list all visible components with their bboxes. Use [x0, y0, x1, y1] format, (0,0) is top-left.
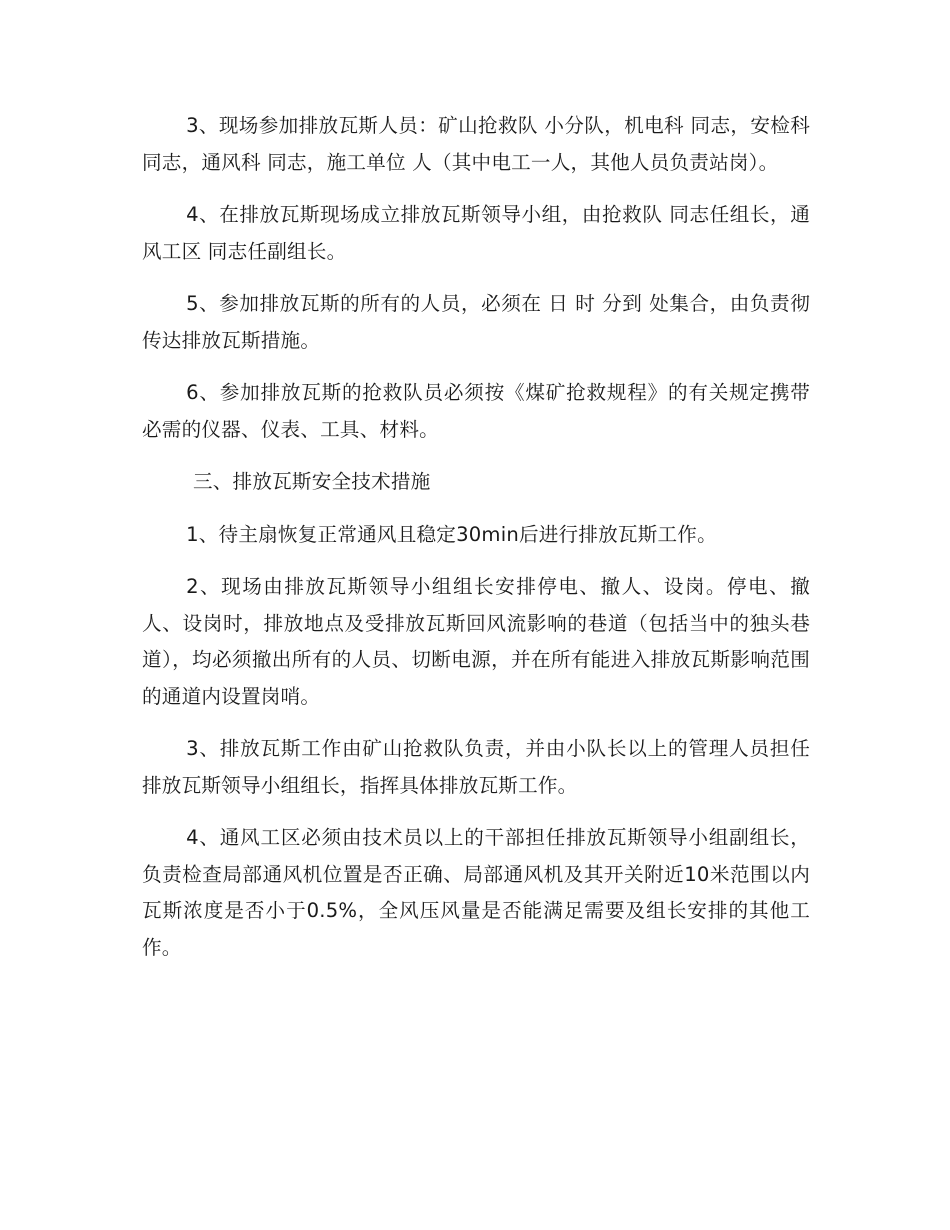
measure-2-power-cut: 2、现场由排放瓦斯领导小组组长安排停电、撤人、设岗。停电、撤人、设岗时，排放地点及受排放瓦斯回风流影响的巷道（包括当中的独头巷道），均必须撤出所有的人员、切断电源，并在所有能进入排放瓦斯影响范围的通道内设置岗哨。 — [142, 575, 810, 708]
paragraph-4-leadership-group: 4、在排放瓦斯现场成立排放瓦斯领导小组，由抢救队 同志任组长，通风工区 同志任副组长。 — [142, 203, 810, 263]
section-heading: 三、排放瓦斯安全技术措施 — [192, 470, 431, 493]
paragraph-6-equipment: 6、参加排放瓦斯的抢救队员必须按《煤矿抢救规程》的有关规定携带必需的仪器、仪表、工具、材料。 — [142, 381, 810, 441]
document-page — [142, 108, 810, 982]
measure-3-rescue-team: 3、排放瓦斯工作由矿山抢救队负责，并由小队长以上的管理人员担任排放瓦斯领导小组组长，指挥具体排放瓦斯工作。 — [142, 737, 810, 797]
paragraph-5-assembly: 5、参加排放瓦斯的所有的人员，必须在 日 时 分到 处集合，由负责彻传达排放瓦斯措施。 — [142, 292, 810, 352]
measure-4-ventilation-area: 4、通风工区必须由技术员以上的干部担任排放瓦斯领导小组副组长，负责检查局部通风机位置是否正确、局部通风机及其开关附近10米范围以内瓦斯浓度是否小于0.5%，全风压风量是否能满足需要及组长安排的其他工作。 — [142, 826, 810, 959]
paragraph-3-personnel: 3、现场参加排放瓦斯人员：矿山抢救队 小分队，机电科 同志，安检科 同志，通风科 同志，施工单位 人（其中电工一人，其他人员负责站岗）。 — [142, 114, 810, 174]
measure-1-ventilation: 1、待主扇恢复正常通风且稳定30min后进行排放瓦斯工作。 — [186, 522, 717, 546]
